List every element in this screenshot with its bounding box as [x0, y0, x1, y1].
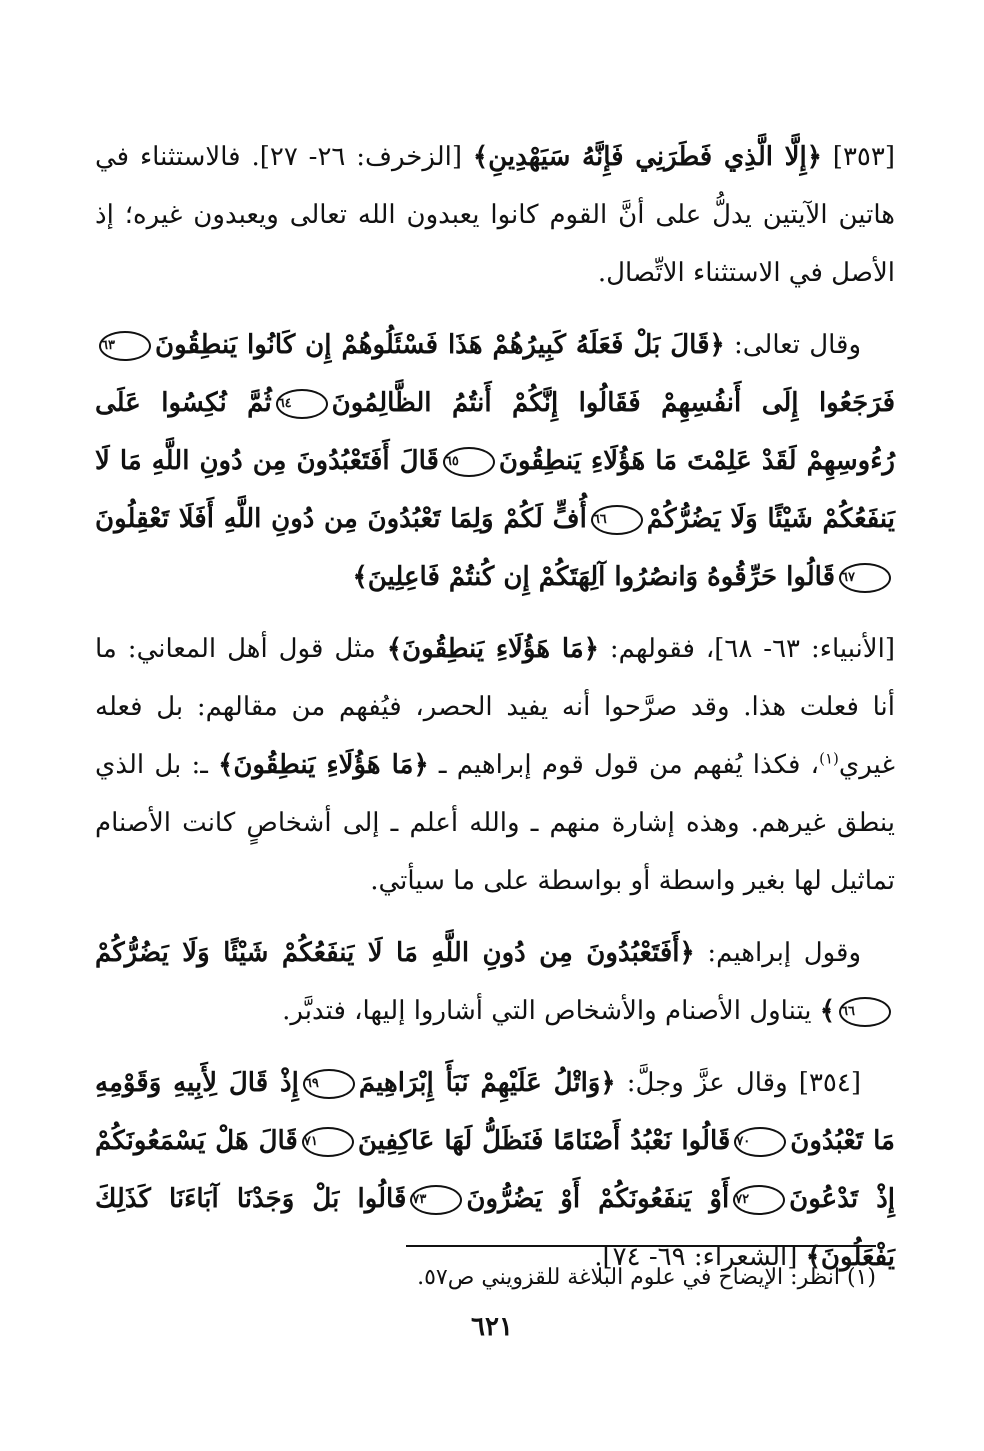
- paragraph-354: [95, 1054, 895, 1286]
- quran-text: إِلَّا الَّذِي فَطَرَنِي فَإِنَّهُ سَيَهْدِينِ: [488, 142, 807, 172]
- paragraph-text: وقال تعالى:: [733, 330, 862, 360]
- page-number: ٦٢١: [471, 1312, 513, 1342]
- paragraph-text: ـ: بل الذي ينطق غيرهم. وهذه إشارة منهم ـ والله أعلم ـ إلى أشخاصٍ كانت الأصنام تماثيل لها بغير واسطة أو بواسطة على ما سيأتي.: [95, 750, 895, 896]
- paragraph-ibrahim: [95, 924, 895, 1040]
- ayah-number-marker: ٧٢: [733, 1185, 785, 1215]
- paragraph-text: ، فكذا يُفهم من قول قوم إبراهيم ـ: [438, 750, 820, 780]
- quran-verse: فَرَجَعُوا إِلَى أَنفُسِهِمْ فَقَالُوا إِنَّكُمْ أَنتُمُ الظَّالِمُونَ: [331, 388, 895, 418]
- paragraph-353: [95, 128, 895, 302]
- ref-number: [٣٥٣]: [832, 142, 896, 172]
- ayah-number-marker: ٦٦: [591, 505, 643, 535]
- paragraph-text: [الشعراء: ٦٩- ٧٤].: [594, 1242, 798, 1272]
- quran-verse: وَاتْلُ عَلَيْهِمْ نَبَأَ إِبْرَاهِيمَ: [358, 1068, 601, 1098]
- quran-verse: ثُمَّ نُكِسُوا عَلَى رُءُوسِهِمْ لَقَدْ عَلِمْتَ مَا هَؤُلَاءِ يَنطِقُونَ: [95, 388, 895, 476]
- page-body: [95, 128, 895, 1286]
- quran-verse: قَالُوا نَعْبُدُ أَصْنَامًا فَنَظَلُّ لَهَا عَاكِفِينَ: [357, 1126, 731, 1156]
- quran-close-brace: ﴾: [819, 996, 836, 1026]
- quran-verse: أَوْ يَنفَعُونَكُمْ أَوْ يَضُرُّونَ: [466, 1184, 730, 1214]
- quran-close-brace: ﴾: [218, 750, 234, 780]
- paragraph-text: [الأنبياء: ٦٣- ٦٨]، فقولهم:: [609, 634, 895, 664]
- paragraph-anbiya: [95, 316, 895, 606]
- quran-verse: قَالُوا حَرِّقُوهُ وَانصُرُوا آلِهَتَكُمْ إِن كُنتُمْ فَاعِلِينَ: [367, 562, 836, 592]
- quran-close-brace: ﴾: [805, 1242, 821, 1272]
- ayah-number-marker: ٦٣: [99, 331, 151, 361]
- quran-text: مَا هَؤُلَاءِ يَنطِقُونَ: [402, 634, 584, 664]
- quran-open-brace: ﴿: [600, 1068, 616, 1098]
- ref-number: [٣٥٤]: [798, 1068, 861, 1098]
- paragraph-text: يتناول الأصنام والأشخاص التي أشاروا إليها، فتدبَّر.: [282, 996, 812, 1026]
- ayah-number-marker: ٦٧: [839, 563, 891, 593]
- quran-verse: قَالَ هَلْ يَسْمَعُونَكُمْ إِذْ تَدْعُونَ: [95, 1126, 896, 1214]
- quran-verse: قَالَ أَفَتَعْبُدُونَ مِن دُونِ اللَّهِ مَا لَا يَنفَعُكُمْ شَيْئًا وَلَا يَضُرُّكُمْ: [95, 446, 895, 534]
- quran-open-brace: ﴿: [806, 142, 822, 172]
- quran-close-brace: ﴾: [386, 634, 403, 664]
- quran-open-brace: ﴿: [583, 634, 599, 664]
- ayah-number-marker: ٧٠: [734, 1127, 786, 1157]
- ayah-number-marker: ٦٦: [839, 997, 891, 1027]
- quran-verse: قَالُوا بَلْ وَجَدْنَا آبَاءَنَا كَذَلِكَ يَفْعَلُونَ: [95, 1184, 895, 1272]
- paragraph-commentary: [95, 620, 895, 910]
- quran-verse: قَالَ بَلْ فَعَلَهُ كَبِيرُهُمْ هَذَا فَسْئَلُوهُمْ إِن كَانُوا يَنطِقُونَ: [154, 330, 710, 360]
- footnote-marker: (١): [819, 749, 839, 768]
- quran-open-brace: ﴿: [413, 750, 429, 780]
- quran-open-brace: ﴿: [709, 330, 725, 360]
- ayah-number-marker: ٦٤: [276, 389, 328, 419]
- paragraph-text: وقول إبراهيم:: [707, 938, 861, 968]
- paragraph-text: مثل قول أهل المعاني: ما أنا فعلت هذا. وقد صرَّحوا أنه يفيد الحصر، فيُفهم من مقالهم: بل فعله غيري: [95, 634, 895, 780]
- quran-close-brace: ﴾: [472, 142, 489, 172]
- ayah-number-marker: ٧٣: [410, 1185, 462, 1215]
- quran-open-brace: ﴿: [679, 938, 695, 968]
- footnote-divider: [406, 1245, 876, 1247]
- quran-verse: أَفَتَعْبُدُونَ مِن دُونِ اللَّهِ مَا لَا يَنفَعُكُمْ شَيْئًا وَلَا يَضُرُّكُمْ: [95, 938, 680, 968]
- quran-verse: إِذْ قَالَ لِأَبِيهِ وَقَوْمِهِ مَا تَعْبُدُونَ: [95, 1068, 895, 1156]
- quran-verse: أُفٍّ لَكُمْ وَلِمَا تَعْبُدُونَ مِن دُونِ اللَّهِ أَفَلَا تَعْقِلُونَ: [95, 504, 587, 534]
- footnote-text: (١) انظر: الإيضاح في علوم البلاغة للقزويني ص٥٧.: [417, 1265, 876, 1290]
- quran-text: مَا هَؤُلَاءِ يَنطِقُونَ: [233, 750, 414, 780]
- ayah-number-marker: ٦٩: [303, 1069, 355, 1099]
- ayah-number-marker: ٧١: [302, 1127, 354, 1157]
- quran-close-brace: ﴾: [352, 562, 368, 592]
- paragraph-text: [الزخرف: ٢٦- ٢٧]. فالاستثناء في هاتين الآيتين يدلُّ على أنَّ القوم كانوا يعبدون الله تعالى ويعبدون غيره؛ إذ الأصل في الاستثناء الاتِّصال.: [95, 142, 895, 288]
- ayah-number-marker: ٦٥: [443, 447, 495, 477]
- paragraph-text: وقال عزَّ وجلَّ:: [626, 1068, 788, 1098]
